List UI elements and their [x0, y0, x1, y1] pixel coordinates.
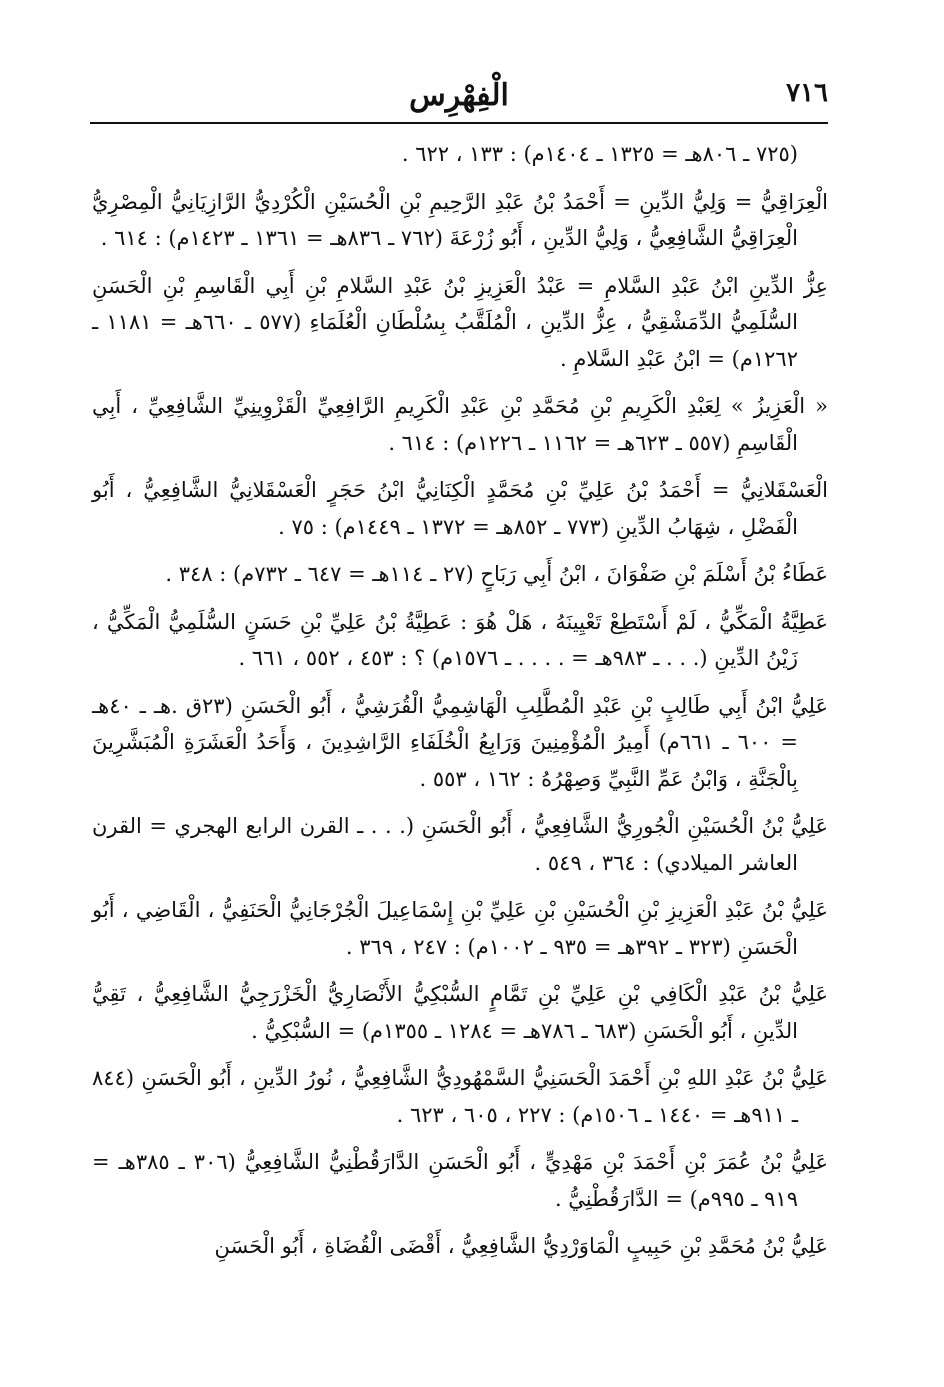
- index-entry: عِزُّ الدِّينِ ابْنُ عَبْدِ السَّلامِ = عَبْدُ الْعَزِيزِ بْنُ عَبْدِ السَّلامِ بْنِ أَبِي الْقَاسِمِ بْنِ الْحَسَنِ السُّلَمِيُّ الدِّمَشْقِيُّ ، عِزُّ الدِّينِ ، الْمُلَقَّبُ بِسُلْطَانِ الْعُلَمَاءِ (٥٧٧ ـ ٦٦٠هـ = ١١٨١ ـ ١٢٦٢م) = ابْنُ عَبْدِ السَّلامِ .: [92, 273, 828, 371]
- index-entry: (٧٢٥ ـ ٨٠٦هـ = ١٣٢٥ ـ ١٤٠٤م) : ١٣٣ ، ٦٢٢ .: [401, 142, 798, 166]
- index-entry: عَلِيُّ بْنُ عَبْدِ اللهِ بْنِ أَحْمَدَ الْحَسَنِيُّ السَّمْهُودِيُّ الشَّافِعِيُّ ، نُورُ الدِّينِ ، أَبُو الْحَسَنِ (٨٤٤ ـ ٩١١هـ = ١٤٤٠ ـ ١٥٠٦م) : ٢٢٧ ، ٦٠٥ ، ٦٢٣ .: [92, 1066, 828, 1127]
- index-entry: عَلِيُّ بْنُ عَبْدِ الْكَافِي بْنِ عَلِيِّ بْنِ تَمَّامٍ السُّبْكِيُّ الأَنْصَارِيُّ الْخَزْرَجِيُّ الشَّافِعِيُّ ، تَقِيُّ الدِّينِ ، أَبُو الْحَسَنِ (٦٨٣ ـ ٧٨٦هـ = ١٢٨٤ ـ ١٣٥٥م) = السُّبْكِيُّ .: [92, 982, 828, 1043]
- page-title: الْفِهْرِس: [409, 78, 509, 113]
- page-number: ٧١٦: [786, 78, 828, 108]
- index-entry: « الْعَزِيزُ » لِعَبْدِ الْكَرِيمِ بْنِ مُحَمَّدِ بْنِ عَبْدِ الْكَرِيمِ الرَّافِعِيِّ الْقَزْوِينِيِّ الشَّافِعِيِّ ، أَبِي الْقَاسِمِ (٥٥٧ ـ ٦٢٣هـ = ١١٦٢ ـ ١٢٢٦م) : ٦١٤ .: [92, 394, 828, 455]
- index-entry: عَلِيُّ بْنُ الْحُسَيْنِ الْجُورِيُّ الشَّافِعِيُّ ، أَبُو الْحَسَنِ (. . . ـ القرن الرابع الهجري = القرن العاشر الميلادي) : ٣٦٤ ، ٥٤٩ .: [92, 814, 828, 875]
- index-entry: عَطِيَّةُ الْمَكِّيُّ ، لَمْ أَسْتَطِعْ تَعْيِينَهُ ، هَلْ هُوَ : عَطِيَّةُ بْنُ عَلِيِّ بْنِ حَسَنٍ السُّلَمِيُّ الْمَكِّيُّ ، زَيْنُ الدِّينِ (. . . ـ ٩٨٣هـ = . . . . ـ ١٥٧٦م) ؟ : ٤٥٣ ، ٥٥٢ ، ٦٦١ .: [92, 609, 828, 670]
- header-rule: [90, 122, 828, 124]
- index-entry: الْعَسْقَلانِيُّ = أَحْمَدُ بْنُ عَلِيِّ بْنِ مُحَمَّدٍ الْكِنَانِيُّ ابْنُ حَجَرٍ الْعَسْقَلانِيُّ الشَّافِعِيُّ ، أَبُو الْفَضْلِ ، شِهَابُ الدِّينِ (٧٧٣ ـ ٨٥٢هـ = ١٣٧٢ ـ ١٤٤٩م) : ٧٥ .: [92, 478, 828, 539]
- index-entries: [92, 136, 828, 1276]
- index-entry: عَطَاءُ بْنُ أَسْلَمَ بْنِ صَفْوَانَ ، ابْنُ أَبِي رَبَاحٍ (٢٧ ـ ١١٤هـ = ٦٤٧ ـ ٧٣٢م) : ٣٤٨ .: [165, 562, 828, 586]
- index-entry: عَلِيُّ بْنُ مُحَمَّدِ بْنِ حَبِيبٍ الْمَاوَرْدِيُّ الشَّافِعِيُّ ، أَقْضَى الْقُضَاةِ ، أَبُو الْحَسَنِ: [214, 1234, 828, 1258]
- index-entry: عَلِيُّ بْنُ عَبْدِ الْعَزِيزِ بْنِ الْحُسَيْنِ بْنِ عَلِيِّ بْنِ إِسْمَاعِيلَ الْجُرْجَانِيُّ الْحَنَفِيُّ ، الْقَاضِي ، أَبُو الْحَسَنِ (٣٢٣ ـ ٣٩٢هـ = ٩٣٥ ـ ١٠٠٢م) : ٢٤٧ ، ٣٦٩ .: [92, 898, 828, 959]
- index-entry: الْعِرَاقِيُّ = وَلِيُّ الدِّينِ = أَحْمَدُ بْنُ عَبْدِ الرَّحِيمِ بْنِ الْحُسَيْنِ الْكُرْدِيُّ الرَّازِيَانِيُّ الْمِصْرِيُّ الْعِرَاقِيُّ الشَّافِعِيُّ ، وَلِيُّ الدِّينِ ، أَبُو زُرْعَةَ (٧٦٢ ـ ٨٣٦هـ = ١٣٦١ ـ ١٤٢٣م) : ٦١٤ .: [92, 189, 828, 250]
- index-entry: عَلِيُّ بْنُ عُمَرَ بْنِ أَحْمَدَ بْنِ مَهْدِيٍّ ، أَبُو الْحَسَنِ الدَّارَقُطْنِيُّ الشَّافِعِيُّ (٣٠٦ ـ ٣٨٥هـ = ٩١٩ ـ ٩٩٥م) = الدَّارَقُطْنِيُّ .: [92, 1150, 828, 1211]
- index-entry: عَلِيُّ ابْنُ أَبِي طَالِبٍ بْنِ عَبْدِ الْمُطَّلِبِ الْهَاشِمِيُّ الْقُرَشِيُّ ، أَبُو الْحَسَنِ (٢٣ق .هـ ـ ٤٠هـ = ٦٠٠ ـ ٦٦١م) أَمِيرُ الْمُؤْمِنِينَ وَرَابِعُ الْخُلَفَاءِ الرَّاشِدِينَ ، وَأَحَدُ الْعَشَرَةِ الْمُبَشَّرِينَ بِالْجَنَّةِ ، وَابْنُ عَمِّ النَّبِيِّ وَصِهْرُهُ : ١٦٢ ، ٥٥٣ .: [92, 693, 829, 791]
- page-header: [90, 78, 828, 122]
